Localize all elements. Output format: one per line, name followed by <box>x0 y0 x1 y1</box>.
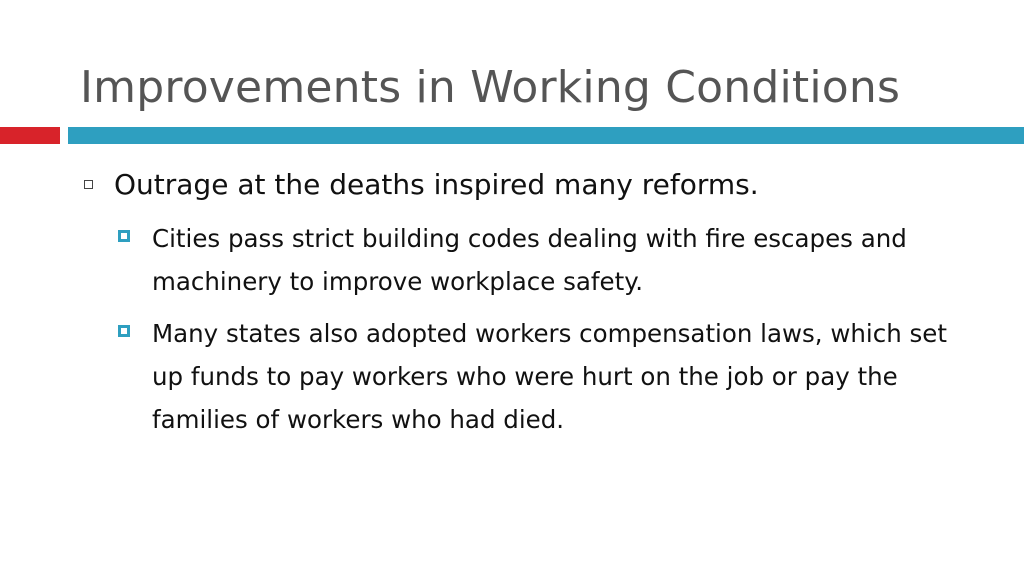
slide-title: Improvements in Working Conditions <box>80 62 901 113</box>
title-rule-red <box>0 127 60 144</box>
slide-content <box>84 165 984 441</box>
bullet-level1-text: Outrage at the deaths inspired many reforms. <box>114 168 759 201</box>
title-rule-blue <box>68 127 1024 144</box>
bullet-level2 <box>118 217 982 303</box>
bullet-level1 <box>84 165 984 205</box>
bullet-level2-text: Many states also adopted workers compensation laws, which set up funds to pay workers who were hurt on the job or pay the families of workers who had died. <box>152 319 947 434</box>
bullet-level2 <box>118 312 982 441</box>
square-bullet-icon <box>118 230 130 242</box>
bullet-level2-text: Cities pass strict building codes dealing with fire escapes and machinery to improve workplace safety. <box>152 224 907 296</box>
hollow-square-bullet-icon <box>84 180 93 189</box>
square-bullet-icon <box>118 325 130 337</box>
